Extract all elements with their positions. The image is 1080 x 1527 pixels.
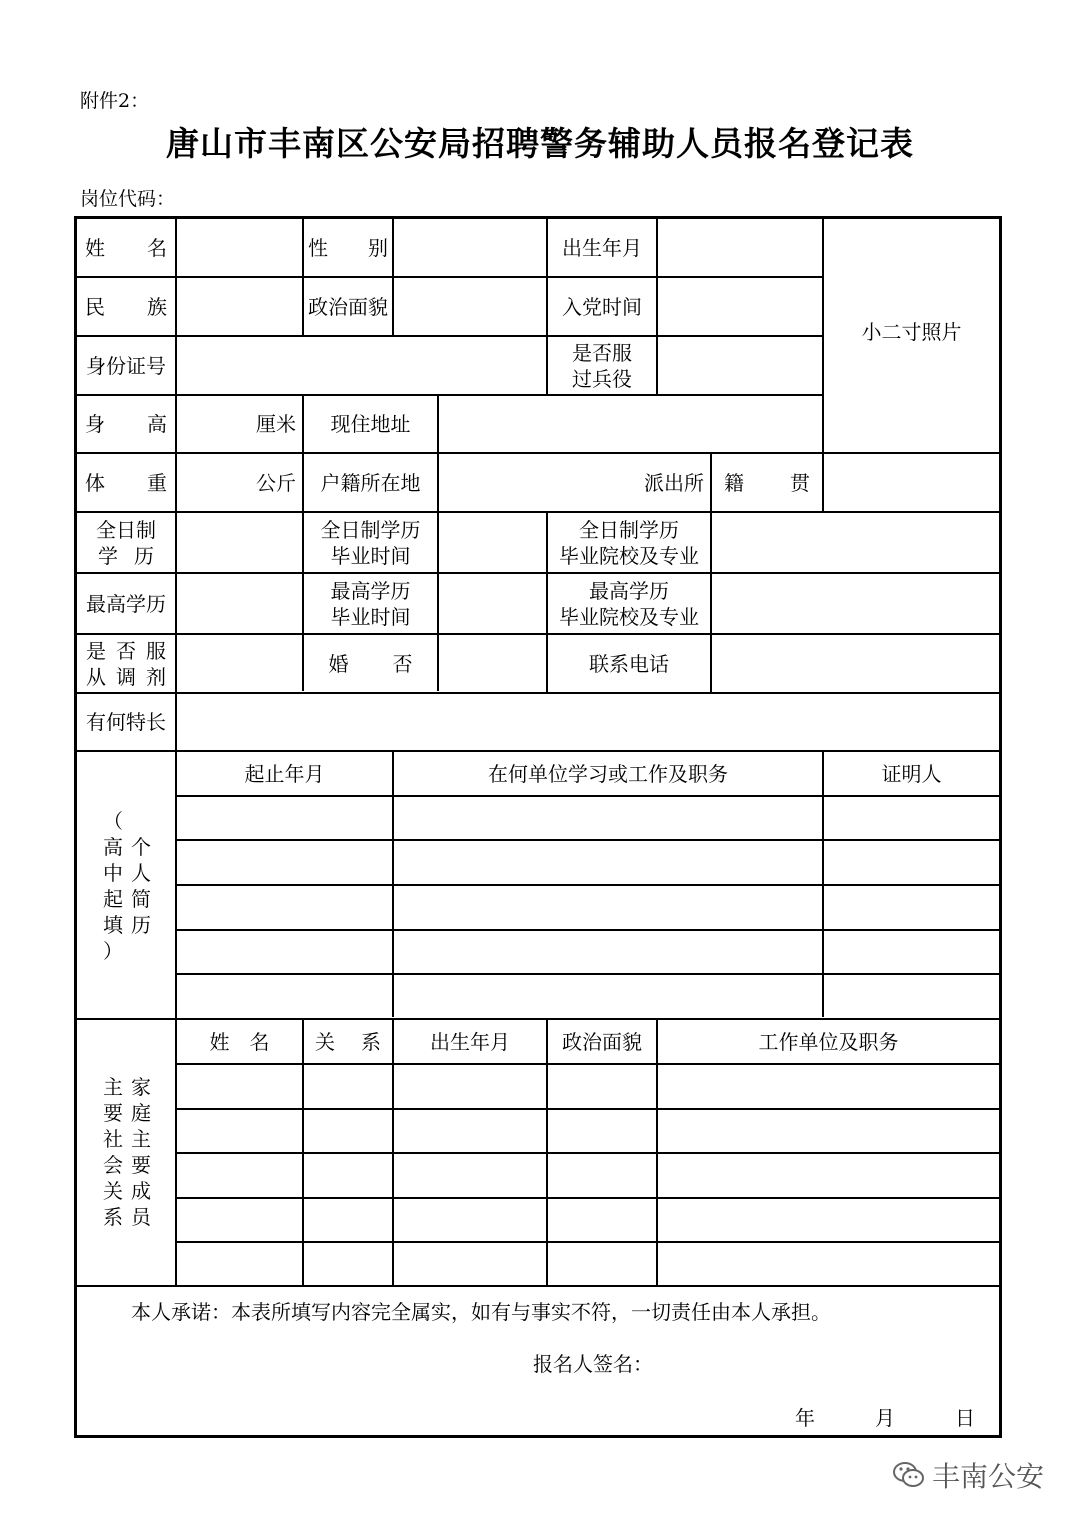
position-code-label: 岗位代码： [80,188,176,210]
name-field[interactable] [177,219,302,276]
label-marriage: 婚 否 [328,651,413,676]
native-place-field[interactable] [824,454,999,511]
ethnic-field[interactable] [177,278,302,335]
police-station-label: 派出所 [644,470,704,495]
weight-field[interactable] [177,454,302,511]
label-id-number: 身份证号 [86,353,166,378]
label-native-place: 籍 贯 [724,470,810,495]
resume-col-unit: 在何单位学习或工作及职务 [488,761,728,786]
label-specialty: 有何特长 [86,710,166,734]
ft-education-field[interactable] [177,513,302,572]
family-col-political: 政治面貌 [562,1029,642,1054]
label-name: 姓 名 [85,235,167,260]
height-field[interactable] [177,396,302,452]
ft-grad-time-field[interactable] [439,513,546,572]
hi-grad-time-field[interactable] [439,574,546,633]
party-join-field[interactable] [658,278,822,335]
label-accept-adjust: 是 否 服 从 调 剂 [86,638,166,689]
label-weight: 体 重 [85,470,167,495]
date-year: 年 [795,1406,815,1430]
date-month: 月 [875,1406,895,1430]
accept-adjust-field[interactable] [177,635,302,692]
resume-col-witness: 证明人 [881,761,942,786]
family-side-label: 主 要 社 会 关 系 家 庭 主 要 成 员 [103,1075,151,1229]
hi-school-field[interactable] [712,574,999,633]
weight-unit: 公斤 [256,470,296,495]
watermark-text: 丰南公安 [931,1460,1044,1493]
label-ft-grad-time: 全日制学历 毕业时间 [320,517,421,568]
resume-side-label: （ 高 中 起 填 ） 个 人 简 历 [103,809,151,963]
id-number-field[interactable] [177,337,546,394]
label-hukou: 户籍所在地 [320,470,421,495]
birth-field[interactable] [658,219,822,276]
date-line [795,1395,975,1441]
label-birth: 出生年月 [562,235,642,260]
label-hi-school: 最高学历 毕业院校及专业 [559,578,699,629]
specialty-field[interactable] [177,694,999,750]
address-field[interactable] [439,396,822,452]
label-ft-school: 全日制学历 毕业院校及专业 [559,517,699,568]
attachment-label: 附件2： [80,90,150,112]
phone-field[interactable] [712,635,999,692]
gender-field[interactable] [394,219,546,276]
resume-col-period: 起止年月 [244,761,325,786]
political-field[interactable] [394,278,546,335]
photo-box[interactable] [824,219,999,452]
label-address: 现住地址 [330,412,411,436]
label-military: 是否服 过兵役 [572,340,632,391]
label-party-join: 入党时间 [562,294,642,319]
signature-label: 报名人签名： [533,1352,653,1376]
family-col-relation: 关 系 [315,1029,381,1054]
family-col-name: 姓 名 [209,1029,270,1054]
label-gender: 性 别 [308,235,388,260]
hukou-field[interactable] [439,454,710,511]
highest-edu-field[interactable] [177,574,302,633]
registration-form-table [74,216,1002,1438]
label-ethnic: 民 族 [85,294,167,319]
watermark [892,1455,1044,1495]
photo-label: 小二寸照片 [861,319,962,344]
ft-school-field[interactable] [712,513,999,572]
label-height: 身 高 [85,412,167,436]
wechat-icon [892,1458,926,1492]
label-ft-education: 全日制 学 历 [96,517,156,568]
family-col-birth: 出生年月 [430,1029,510,1054]
height-unit: 厘米 [256,412,296,436]
label-highest-edu: 最高学历 [86,591,166,616]
label-political: 政治面貌 [308,294,388,319]
label-phone: 联系电话 [589,651,669,676]
label-hi-grad-time: 最高学历 毕业时间 [330,578,411,629]
marriage-field[interactable] [439,635,546,692]
date-day: 日 [955,1406,975,1430]
military-field[interactable] [658,337,822,394]
family-col-work: 工作单位及职务 [758,1029,899,1054]
form-title: 唐山市丰南区公安局招聘警务辅助人员报名登记表 [166,124,914,163]
pledge-text: 本人承诺：本表所填写内容完全属实，如有与事实不符，一切责任由本人承担。 [131,1300,831,1324]
